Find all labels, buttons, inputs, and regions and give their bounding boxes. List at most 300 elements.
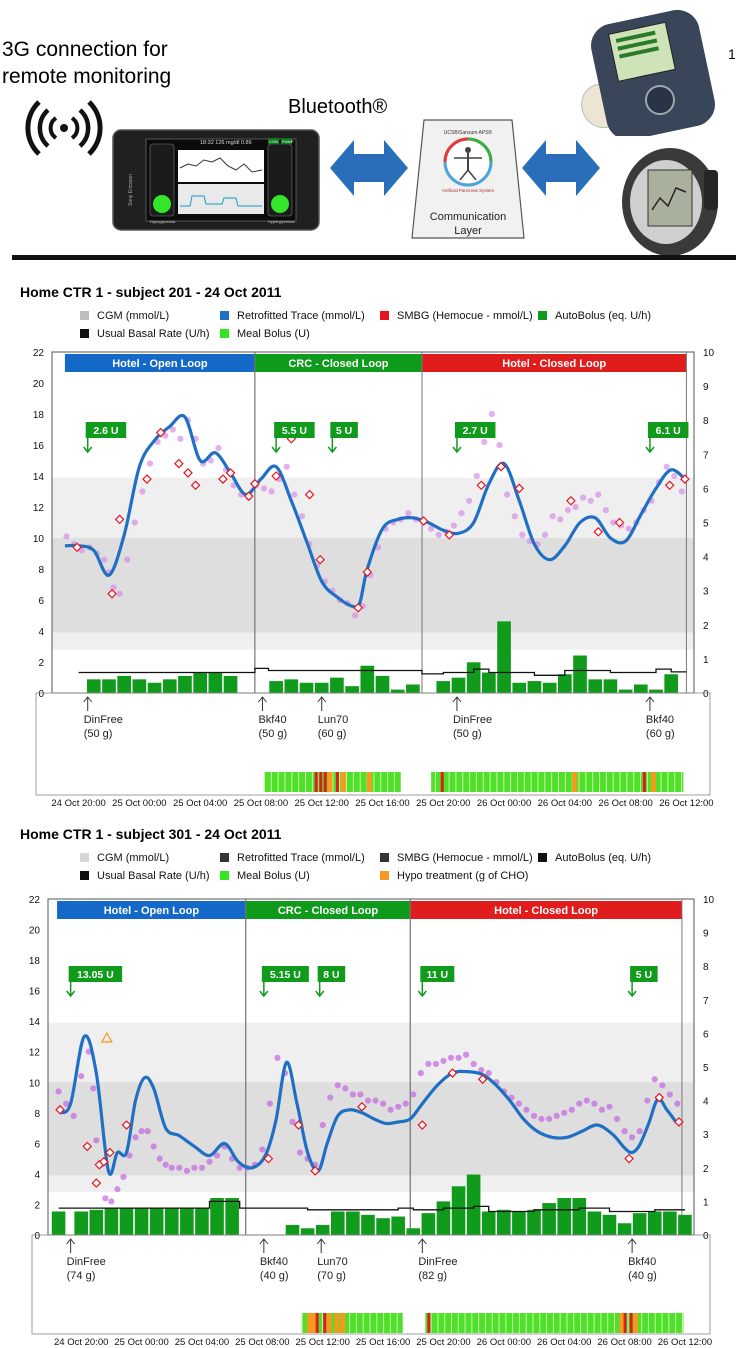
cgm-point xyxy=(55,1088,61,1094)
status-bar-stripe xyxy=(628,1313,629,1333)
phone-brand-text: Sony Ericsson xyxy=(128,174,134,206)
status-bar-stripe xyxy=(490,772,491,792)
cgm-point xyxy=(538,1116,544,1122)
autobolus-bar xyxy=(619,690,633,693)
autobolus-bar xyxy=(210,1198,224,1235)
status-bar-stripe xyxy=(353,772,354,792)
cgm-point xyxy=(199,1165,205,1171)
cgm-point xyxy=(671,473,677,479)
autobolus-bar xyxy=(573,655,587,693)
cgm-point xyxy=(327,1094,333,1100)
autobolus-bar xyxy=(376,676,390,693)
y-tick-label: 16 xyxy=(32,441,44,452)
status-bar-stripe xyxy=(512,1313,513,1333)
status-bar-stripe xyxy=(485,1313,486,1333)
chart1-title: Home CTR 1 - subject 201 - 24 Oct 2011 xyxy=(20,284,282,300)
status-bar-stripe xyxy=(264,772,265,792)
y-tick-label: 0 xyxy=(34,1231,40,1242)
bolus-label-text: 8 U xyxy=(323,969,340,981)
y-tick-label: 8 xyxy=(34,1108,40,1120)
cgm-point xyxy=(261,485,267,491)
cgm-point xyxy=(644,1098,650,1104)
autobolus-bar xyxy=(209,673,223,693)
status-bar-stripe xyxy=(592,772,593,792)
status-orange-mark xyxy=(327,772,332,792)
insulin-pump-image xyxy=(616,140,722,260)
status-bar-stripe xyxy=(302,1313,303,1333)
cgm-point xyxy=(516,1101,522,1107)
meal-grams-label: (50 g) xyxy=(83,728,113,740)
status-bar-segment xyxy=(425,1313,683,1333)
y2-tick-label: 6 xyxy=(703,1029,709,1041)
status-bar-stripe xyxy=(387,772,388,792)
status-bar-stripe xyxy=(573,1313,574,1333)
status-bar-stripe xyxy=(478,1313,479,1333)
y2-tick-label: 7 xyxy=(703,450,709,462)
y2-tick-label: 5 xyxy=(703,518,709,530)
status-red-mark xyxy=(315,772,318,792)
chart1-legend-item: Meal Bolus (U) xyxy=(220,328,310,340)
chart2-legend-item: CGM (mmol/L) xyxy=(80,852,169,864)
meal-name-label: Bkf40 xyxy=(259,1256,288,1268)
cgm-point xyxy=(637,1128,643,1134)
phase-label: Hotel - Open Loop xyxy=(103,905,200,917)
phase-label: Hotel - Closed Loop xyxy=(502,358,607,370)
x-tick-label: 26 Oct 00:00 xyxy=(476,1337,532,1346)
autobolus-bar xyxy=(135,1208,149,1235)
meal-name-label: DinFree xyxy=(66,1256,106,1268)
cgm-point xyxy=(496,442,502,448)
cgm-point xyxy=(576,1101,582,1107)
status-orange-mark xyxy=(334,1313,339,1333)
status-red-mark xyxy=(336,772,339,792)
autobolus-bar xyxy=(436,681,450,693)
status-bar-stripe xyxy=(600,1313,601,1333)
x-tick-label: 25 Oct 00:00 xyxy=(114,1337,169,1346)
y2-tick-label: 9 xyxy=(703,382,709,394)
autobolus-bar xyxy=(225,1198,239,1235)
autobolus-bar xyxy=(557,1198,571,1235)
y-tick-label: 16 xyxy=(28,986,40,998)
status-bar-stripe xyxy=(435,772,436,792)
smbg-marker xyxy=(175,460,183,468)
cgm-point xyxy=(588,498,594,504)
x-tick-label: 25 Oct 16:00 xyxy=(355,798,410,809)
cgm-point xyxy=(350,1091,356,1097)
y2-tick-label: 9 xyxy=(703,928,709,940)
status-bar-stripe xyxy=(539,1313,540,1333)
cgm-point xyxy=(403,1101,409,1107)
autobolus-bar xyxy=(345,686,359,693)
meal-grams-label: (60 g) xyxy=(317,728,347,740)
meal-name-label: Lun70 xyxy=(317,1256,348,1268)
autobolus-bar xyxy=(90,1210,104,1235)
status-bar-stripe xyxy=(551,772,552,792)
y-tick-label: 10 xyxy=(32,534,44,545)
status-red-mark xyxy=(630,1313,633,1333)
y2-tick-label: 10 xyxy=(703,348,715,359)
bolus-label-text: 13.05 U xyxy=(76,969,114,981)
cgm-point xyxy=(388,1107,394,1113)
y-tick-label: 2 xyxy=(34,1200,40,1212)
autobolus-bar xyxy=(406,684,420,693)
cgm-point xyxy=(629,1134,635,1140)
status-bar-stripe xyxy=(465,1313,466,1333)
status-bar-stripe xyxy=(449,772,450,792)
phone-btn-pump: PUMP xyxy=(282,139,294,144)
autobolus-bar xyxy=(117,676,131,693)
status-bar-stripe xyxy=(431,1313,432,1333)
status-bar-stripe xyxy=(681,772,682,792)
autobolus-bar xyxy=(105,1208,119,1235)
autobolus-bar xyxy=(572,1198,586,1235)
cgm-point xyxy=(138,1128,144,1134)
autobolus-bar xyxy=(224,676,238,693)
meal-grams-label: (70 g) xyxy=(317,1270,346,1282)
cgm-point xyxy=(124,557,130,563)
status-bar-stripe xyxy=(667,772,668,792)
connection-title: 3G connection for remote monitoring xyxy=(2,38,172,88)
x-tick-label: 26 Oct 00:00 xyxy=(476,798,532,809)
comm-layer-title-line1: Communication xyxy=(429,211,507,223)
cgm-point xyxy=(117,591,123,597)
chart2-legend-item: Retrofitted Trace (mmol/L) xyxy=(220,852,365,864)
cgm-point xyxy=(466,498,472,504)
x-tick-label: 25 Oct 20:00 xyxy=(416,1337,471,1346)
y2-tick-label: 3 xyxy=(703,1130,709,1142)
autobolus-bar xyxy=(120,1208,134,1235)
status-bar-stripe xyxy=(524,772,525,792)
cgm-point xyxy=(284,464,290,470)
x-tick-label: 26 Oct 12:00 xyxy=(657,1337,713,1346)
autobolus-bar xyxy=(360,666,374,693)
y2-tick-label: 5 xyxy=(703,1063,709,1074)
autobolus-bar xyxy=(102,679,116,693)
status-bar-stripe xyxy=(648,1313,649,1333)
status-red-mark xyxy=(427,1313,430,1333)
cgm-point xyxy=(191,1165,197,1171)
autobolus-bar xyxy=(482,1211,496,1235)
autobolus-bar xyxy=(528,681,542,693)
cgm-point xyxy=(120,1174,126,1180)
status-bar-stripe xyxy=(661,772,662,792)
cgm-point xyxy=(335,1082,341,1088)
status-bar-stripe xyxy=(390,1313,391,1333)
status-bar-stripe xyxy=(668,1313,669,1333)
status-bar-stripe xyxy=(397,1313,398,1333)
chart2-title: Home CTR 1 - subject 301 - 24 Oct 2011 xyxy=(20,826,282,842)
y-tick-label: 4 xyxy=(34,1169,40,1181)
bolus-label-text: 2.7 U xyxy=(462,425,488,437)
y-tick-label: 6 xyxy=(34,1139,40,1151)
meal-name-label: Lun70 xyxy=(317,714,349,726)
status-bar-stripe xyxy=(376,1313,377,1333)
status-bar-stripe xyxy=(544,772,545,792)
cgm-point xyxy=(357,1091,363,1097)
cgm-point xyxy=(550,513,556,519)
cgm-point xyxy=(674,1101,680,1107)
autobolus-bar xyxy=(193,673,207,693)
meal-grams-label: (60 g) xyxy=(645,728,675,740)
cgm-receiver-image xyxy=(578,10,720,136)
status-bar-stripe xyxy=(298,772,299,792)
x-tick-label: 24 Oct 20:00 xyxy=(51,798,106,809)
cgm-point xyxy=(71,1113,77,1119)
status-bar-stripe xyxy=(553,1313,554,1333)
status-bar-stripe xyxy=(526,1313,527,1333)
status-bar-stripe xyxy=(641,1313,642,1333)
status-red-mark xyxy=(324,772,327,792)
phase-label: Hotel - Closed Loop xyxy=(494,905,599,917)
autobolus-bar xyxy=(87,679,101,693)
cgm-point xyxy=(114,1186,120,1192)
meal-grams-label: (50 g) xyxy=(452,728,482,740)
corner-number: 1 xyxy=(728,46,736,62)
cgm-point xyxy=(63,533,69,539)
status-bar-stripe xyxy=(469,772,470,792)
status-bar-stripe xyxy=(437,1313,438,1333)
status-bar-stripe xyxy=(606,772,607,792)
autobolus-bar xyxy=(150,1208,164,1235)
autobolus-bar xyxy=(180,1208,194,1235)
cgm-point xyxy=(372,1098,378,1104)
cgm-point xyxy=(667,1091,673,1097)
autobolus-bar xyxy=(588,1211,602,1235)
x-tick-label: 25 Oct 12:00 xyxy=(294,798,349,809)
y-tick-label: 8 xyxy=(38,565,44,576)
cgm-point xyxy=(652,1076,658,1082)
chart2-legend-item: AutoBolus (eq. U/h) xyxy=(538,852,651,864)
status-red-mark xyxy=(319,772,322,792)
autobolus-bar xyxy=(391,690,405,693)
cgm-point xyxy=(531,1113,537,1119)
phone-label-hyper: Hyperglycemia xyxy=(268,219,295,224)
cgm-point xyxy=(580,495,586,501)
x-tick-label: 25 Oct 08:00 xyxy=(233,798,289,809)
cgm-point xyxy=(90,1085,96,1091)
autobolus-bar xyxy=(391,1217,405,1235)
cgm-point xyxy=(132,519,138,525)
meal-grams-label: (50 g) xyxy=(258,728,288,740)
chart1-plot xyxy=(0,340,739,812)
comm-layer-badge: UCSB/Sansum APS® xyxy=(443,130,493,136)
bolus-label-text: 2.6 U xyxy=(93,425,119,437)
cgm-point xyxy=(679,488,685,494)
y2-tick-label: 0 xyxy=(703,1231,709,1242)
cgm-point xyxy=(659,1082,665,1088)
status-bar-stripe xyxy=(451,1313,452,1333)
phone-label-hypo: Hypoglycemia xyxy=(150,219,176,224)
cgm-point xyxy=(147,461,153,467)
autobolus-bar xyxy=(300,683,314,693)
y-tick-label: 18 xyxy=(28,956,40,968)
y2-tick-label: 4 xyxy=(703,1096,709,1108)
y-tick-label: 18 xyxy=(32,410,44,421)
status-bar-stripe xyxy=(332,772,333,792)
status-bar-stripe xyxy=(476,772,477,792)
usual-basal-line xyxy=(79,668,687,675)
y-tick-label: 14 xyxy=(32,472,44,483)
chart1-legend-item: Usual Basal Rate (U/h) xyxy=(80,328,210,340)
status-bar-stripe xyxy=(655,1313,656,1333)
status-bar-stripe xyxy=(503,772,504,792)
left-double-arrow-icon xyxy=(328,138,410,198)
meal-grams-label: (82 g) xyxy=(418,1270,448,1282)
status-orange-mark xyxy=(327,1313,332,1333)
autobolus-bar xyxy=(497,1210,511,1235)
autobolus-bar xyxy=(467,1175,481,1235)
autobolus-bar xyxy=(512,1211,526,1235)
status-orange-mark xyxy=(341,772,346,792)
autobolus-bar xyxy=(361,1215,375,1235)
phase-label: CRC - Closed Loop xyxy=(277,905,379,917)
cgm-point xyxy=(595,492,601,498)
y2-tick-label: 2 xyxy=(703,620,709,632)
cgm-point xyxy=(102,1195,108,1201)
x-tick-label: 25 Oct 08:00 xyxy=(235,1337,290,1346)
cgm-point xyxy=(268,488,274,494)
status-bar-stripe xyxy=(674,772,675,792)
cgm-point xyxy=(380,1101,386,1107)
x-tick-label: 25 Oct 04:00 xyxy=(172,798,228,809)
status-bar-stripe xyxy=(363,1313,364,1333)
y2-tick-label: 0 xyxy=(703,689,709,700)
status-bar-stripe xyxy=(640,772,641,792)
x-tick-label: 25 Oct 20:00 xyxy=(416,798,471,809)
smartphone-image xyxy=(112,126,320,234)
cgm-point xyxy=(169,1165,175,1171)
autobolus-bar xyxy=(376,1218,390,1235)
smbg-marker xyxy=(184,469,192,477)
status-orange-mark xyxy=(651,772,656,792)
status-bar-stripe xyxy=(519,1313,520,1333)
cgm-point xyxy=(267,1101,273,1107)
status-bar-stripe xyxy=(462,772,463,792)
cgm-point xyxy=(565,507,571,513)
autobolus-bar xyxy=(346,1211,360,1235)
autobolus-bar xyxy=(649,690,663,693)
autobolus-bar xyxy=(678,1215,692,1235)
status-bar-stripe xyxy=(587,1313,588,1333)
chart1-legend-item: Retrofitted Trace (mmol/L) xyxy=(220,310,365,322)
bolus-label-text: 5.5 U xyxy=(281,425,307,437)
status-bar-stripe xyxy=(633,772,634,792)
chart1-legend-item: CGM (mmol/L) xyxy=(80,310,169,322)
status-bar-stripe xyxy=(682,1313,683,1333)
status-bar-stripe xyxy=(291,772,292,792)
cgm-point xyxy=(151,1143,157,1149)
status-red-mark xyxy=(316,1313,319,1333)
phone-btn-con: CON xyxy=(269,139,278,144)
status-bar-stripe xyxy=(271,772,272,792)
phase-label: Hotel - Open Loop xyxy=(112,358,208,370)
x-tick-label: 26 Oct 04:00 xyxy=(536,1337,592,1346)
status-bar-stripe xyxy=(483,772,484,792)
wireless-signal-icon xyxy=(22,96,104,158)
cgm-point xyxy=(474,473,480,479)
cgm-point xyxy=(489,411,495,417)
y2-tick-label: 10 xyxy=(703,895,715,906)
autobolus-bar xyxy=(633,1213,647,1235)
status-bar-stripe xyxy=(585,772,586,792)
y2-tick-label: 3 xyxy=(703,586,709,598)
chart2-legend-item: Hypo treatment (g of CHO) xyxy=(380,870,528,882)
status-red-mark xyxy=(441,772,444,792)
status-bar-stripe xyxy=(496,772,497,792)
cgm-point xyxy=(342,1085,348,1091)
status-orange-mark xyxy=(340,1313,345,1333)
y-tick-label: 20 xyxy=(28,925,40,937)
comm-layer-title-line2: Layer xyxy=(454,225,482,237)
bolus-label-text: 11 U xyxy=(426,969,449,981)
status-bar-stripe xyxy=(560,1313,561,1333)
meal-grams-label: (74 g) xyxy=(66,1270,96,1282)
cgm-point xyxy=(274,1055,280,1061)
status-bar-stripe xyxy=(614,1313,615,1333)
cgm-point xyxy=(132,1134,138,1140)
cgm-point xyxy=(463,1052,469,1058)
cgm-point xyxy=(614,1116,620,1122)
status-bar-stripe xyxy=(339,772,340,792)
y2-tick-label: 7 xyxy=(703,995,709,1007)
cgm-point xyxy=(606,1104,612,1110)
cgm-point xyxy=(78,1073,84,1079)
x-tick-label: 25 Oct 16:00 xyxy=(355,1337,411,1346)
autobolus-bar xyxy=(148,683,162,693)
status-bar-stripe xyxy=(647,772,648,792)
autobolus-bar xyxy=(497,621,511,693)
status-bar-stripe xyxy=(599,772,600,792)
status-bar-stripe xyxy=(505,1313,506,1333)
y-tick-label: 12 xyxy=(28,1047,40,1059)
y-tick-label: 22 xyxy=(32,348,44,359)
status-bar-stripe xyxy=(558,772,559,792)
y-tick-label: 0 xyxy=(38,689,44,700)
status-bar-stripe xyxy=(675,1313,676,1333)
meal-grams-label: (40 g) xyxy=(628,1270,657,1282)
cgm-point xyxy=(425,1061,431,1067)
status-bar-stripe xyxy=(499,1313,500,1333)
bolus-label-text: 5 U xyxy=(335,425,353,437)
status-bar-stripe xyxy=(626,772,627,792)
cgm-point xyxy=(546,1116,552,1122)
cgm-point xyxy=(557,516,563,522)
cgm-point xyxy=(410,1091,416,1097)
phase-label: CRC - Closed Loop xyxy=(288,358,389,370)
status-bar-stripe xyxy=(579,772,580,792)
cgm-point xyxy=(523,1107,529,1113)
autobolus-bar xyxy=(663,1211,677,1235)
y2-tick-label: 1 xyxy=(703,654,709,666)
autobolus-bar xyxy=(452,678,466,693)
autobolus-bar xyxy=(269,681,283,693)
x-tick-label: 26 Oct 08:00 xyxy=(597,1337,652,1346)
cgm-point xyxy=(542,532,548,538)
meal-name-label: DinFree xyxy=(452,714,493,726)
status-orange-mark xyxy=(572,772,577,792)
cgm-point xyxy=(101,557,107,563)
autobolus-bar xyxy=(527,1210,541,1235)
autobolus-bar xyxy=(648,1211,662,1235)
autobolus-bar xyxy=(542,1203,556,1235)
cgm-point xyxy=(481,439,487,445)
chart2-plot xyxy=(0,884,739,1346)
cgm-point xyxy=(297,1149,303,1155)
autobolus-bar xyxy=(330,678,344,693)
status-bar-stripe xyxy=(373,772,374,792)
status-bar-stripe xyxy=(278,772,279,792)
cgm-point xyxy=(320,1122,326,1128)
